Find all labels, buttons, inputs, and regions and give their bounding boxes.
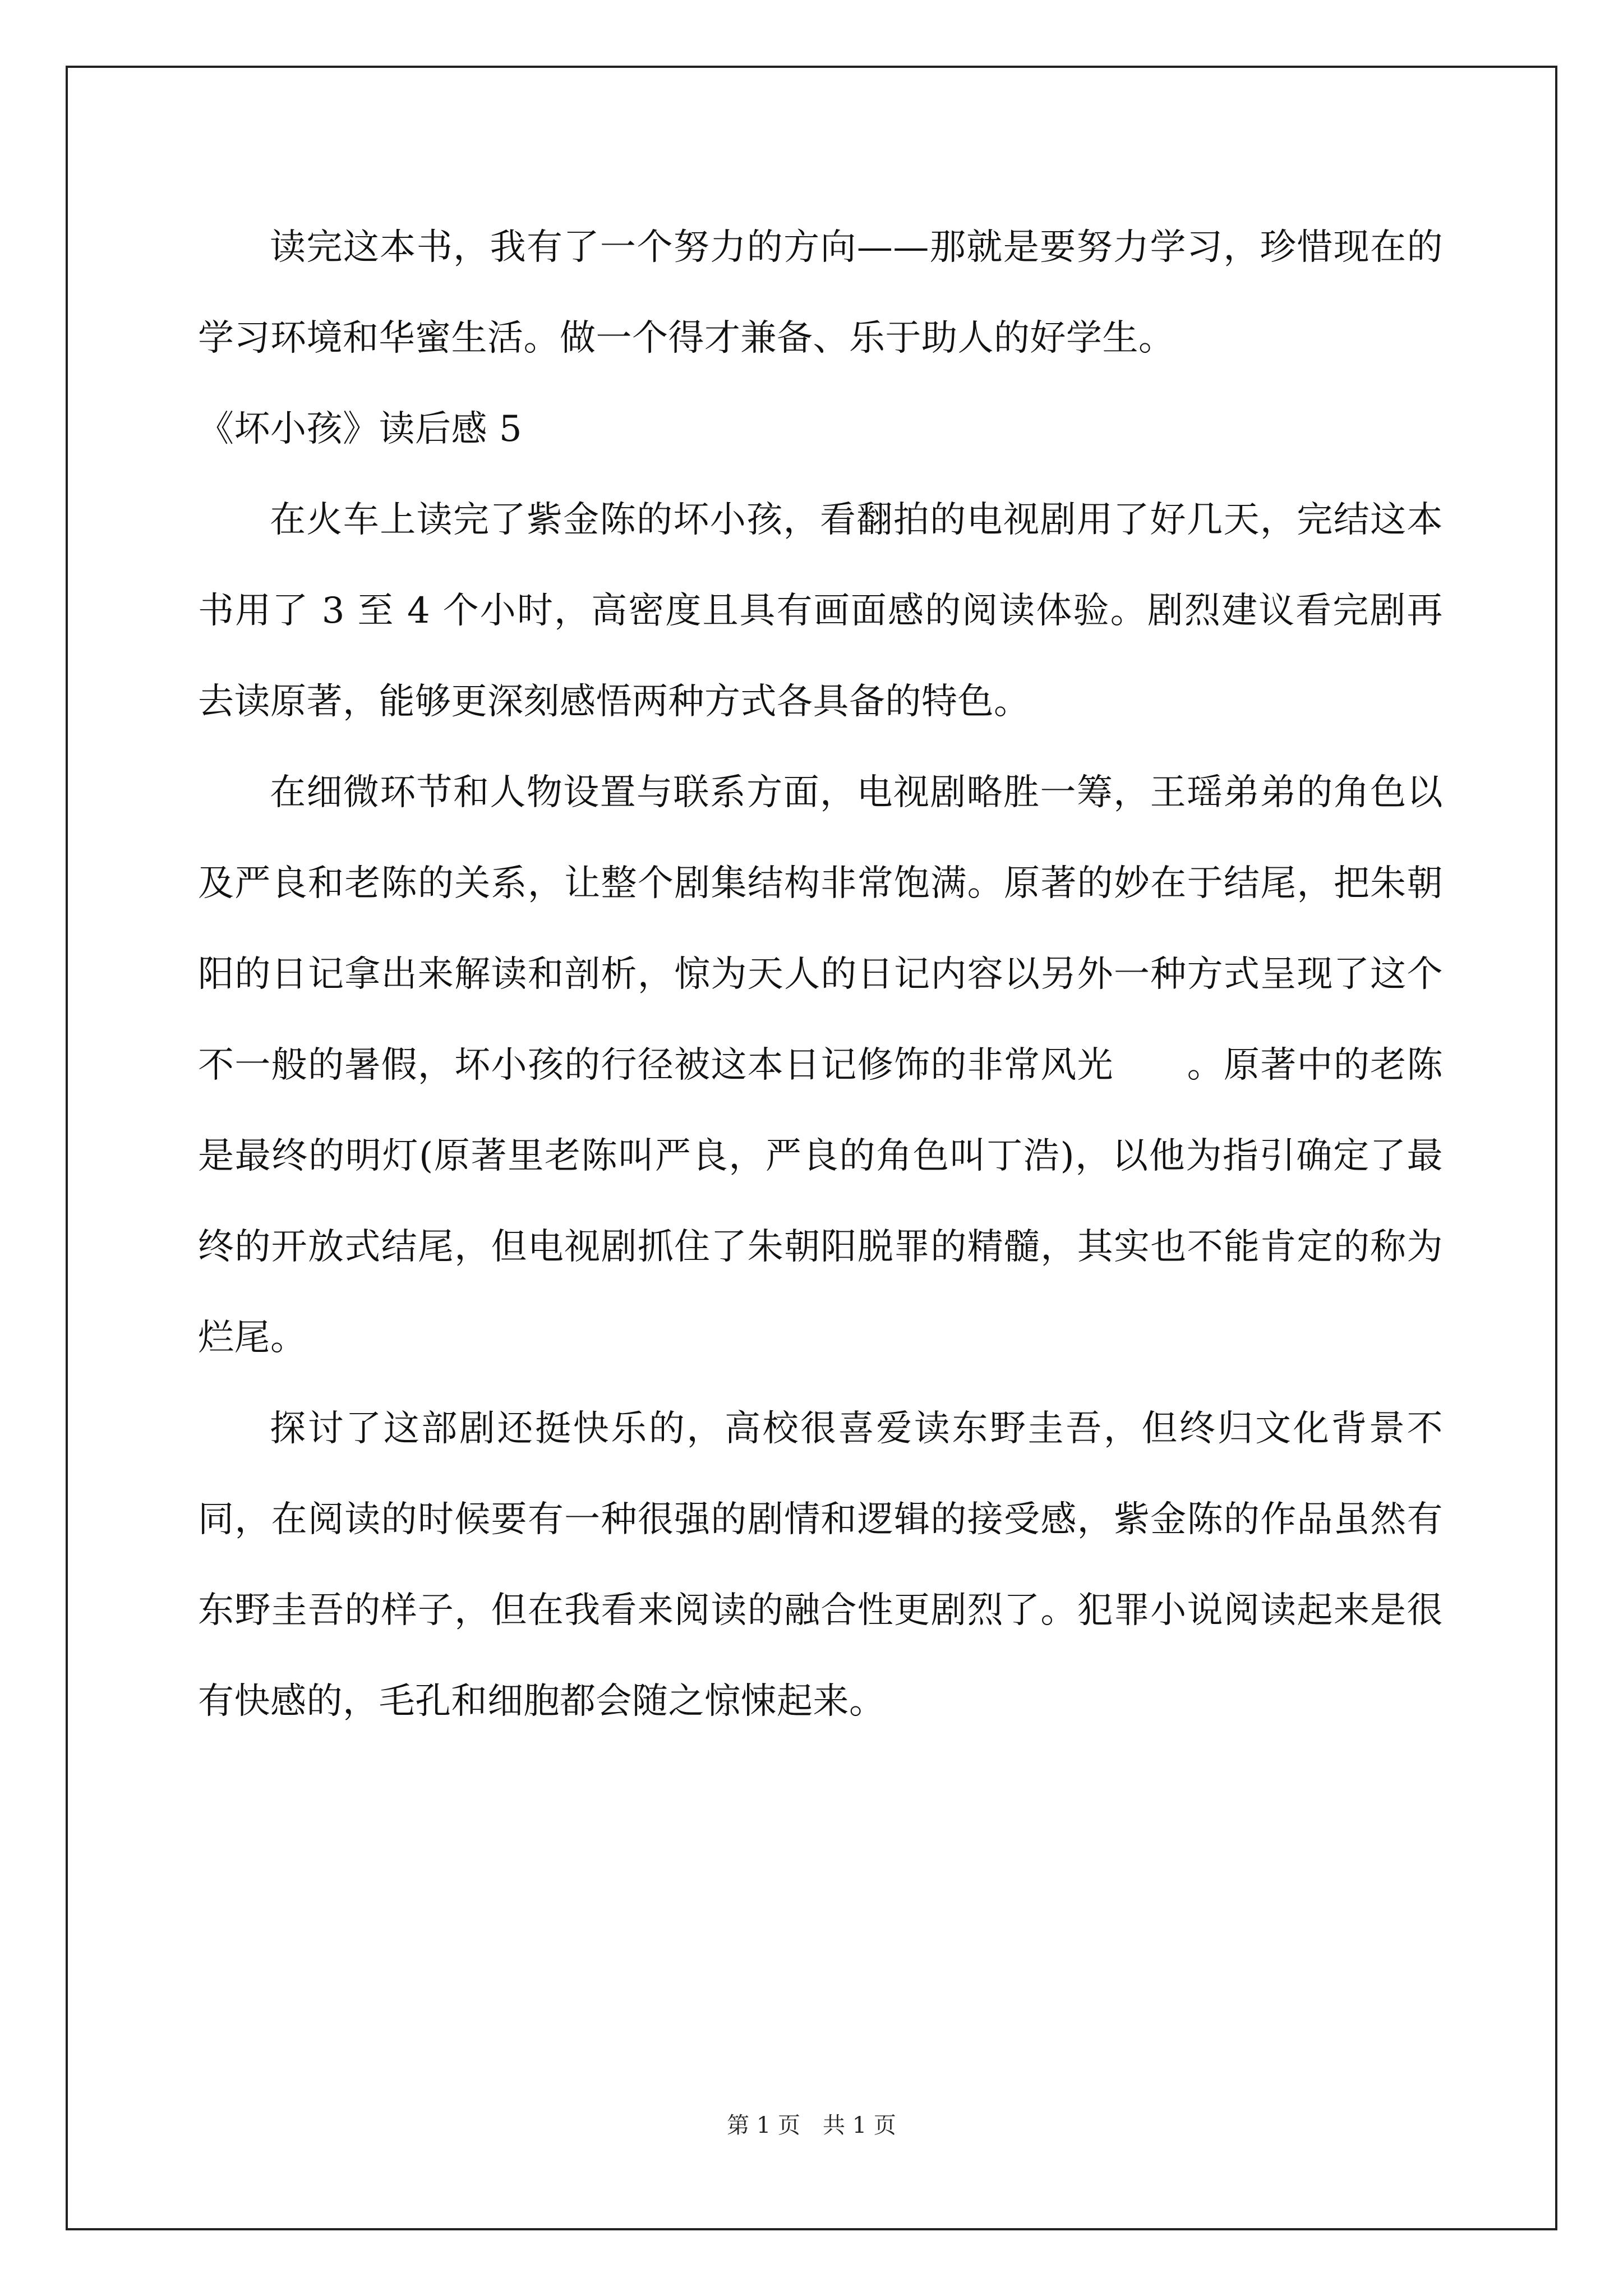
page-number-footer: 第 1 页 共 1 页 bbox=[727, 2113, 896, 2138]
paragraph-discussion: 探讨了这部剧还挺快乐的，高校很喜爱读东野圭吾，但终归文化背景不同，在阅读的时候要有一种很强的剧情和逻辑的接受感，紫金陈的作品虽然有东野圭吾的样子，但在我看来阅读的融合性更剧烈了。犯罪小说阅读起来是很有快感的，毛孔和细胞都会随之惊悚起来。 bbox=[198, 1408, 1443, 1722]
paragraph-reading-experience: 在火车上读完了紫金陈的坏小孩，看翻拍的电视剧用了好几天，完结这本书用了 3 至 4 个小时，高密度且具有画面感的阅读体验。剧烈建议看完剧再去读原著，能够更深刻感悟两种方式各具备的特色。 bbox=[198, 499, 1443, 723]
paragraph-comparison: 在细微环节和人物设置与联系方面，电视剧略胜一筹，王瑶弟弟的角色以及严良和老陈的关系，让整个剧集结构非常饱满。原著的妙在于结尾，把朱朝阳的日记拿出来解读和剖析，惊为天人的日记内容以另外一种方式呈现了这个不一般的暑假，坏小孩的行径被这本日记修饰的非常风光 。原著中的老陈是最终的明灯(原著里老陈叫严良，严良的角色叫丁浩)，以他为指引确定了最终的开放式结尾，但电视剧抓住了朱朝阳脱罪的精髓，其实也不能肯定的称为烂尾。 bbox=[198, 772, 1443, 1359]
section-heading: 《坏小孩》读后感 5 bbox=[198, 408, 523, 450]
paragraph-conclusion: 读完这本书，我有了一个努力的方向——那就是要努力学习，珍惜现在的学习环境和华蜜生活。做一个得才兼备、乐于助人的好学生。 bbox=[198, 227, 1443, 359]
document-body bbox=[198, 202, 1443, 1747]
